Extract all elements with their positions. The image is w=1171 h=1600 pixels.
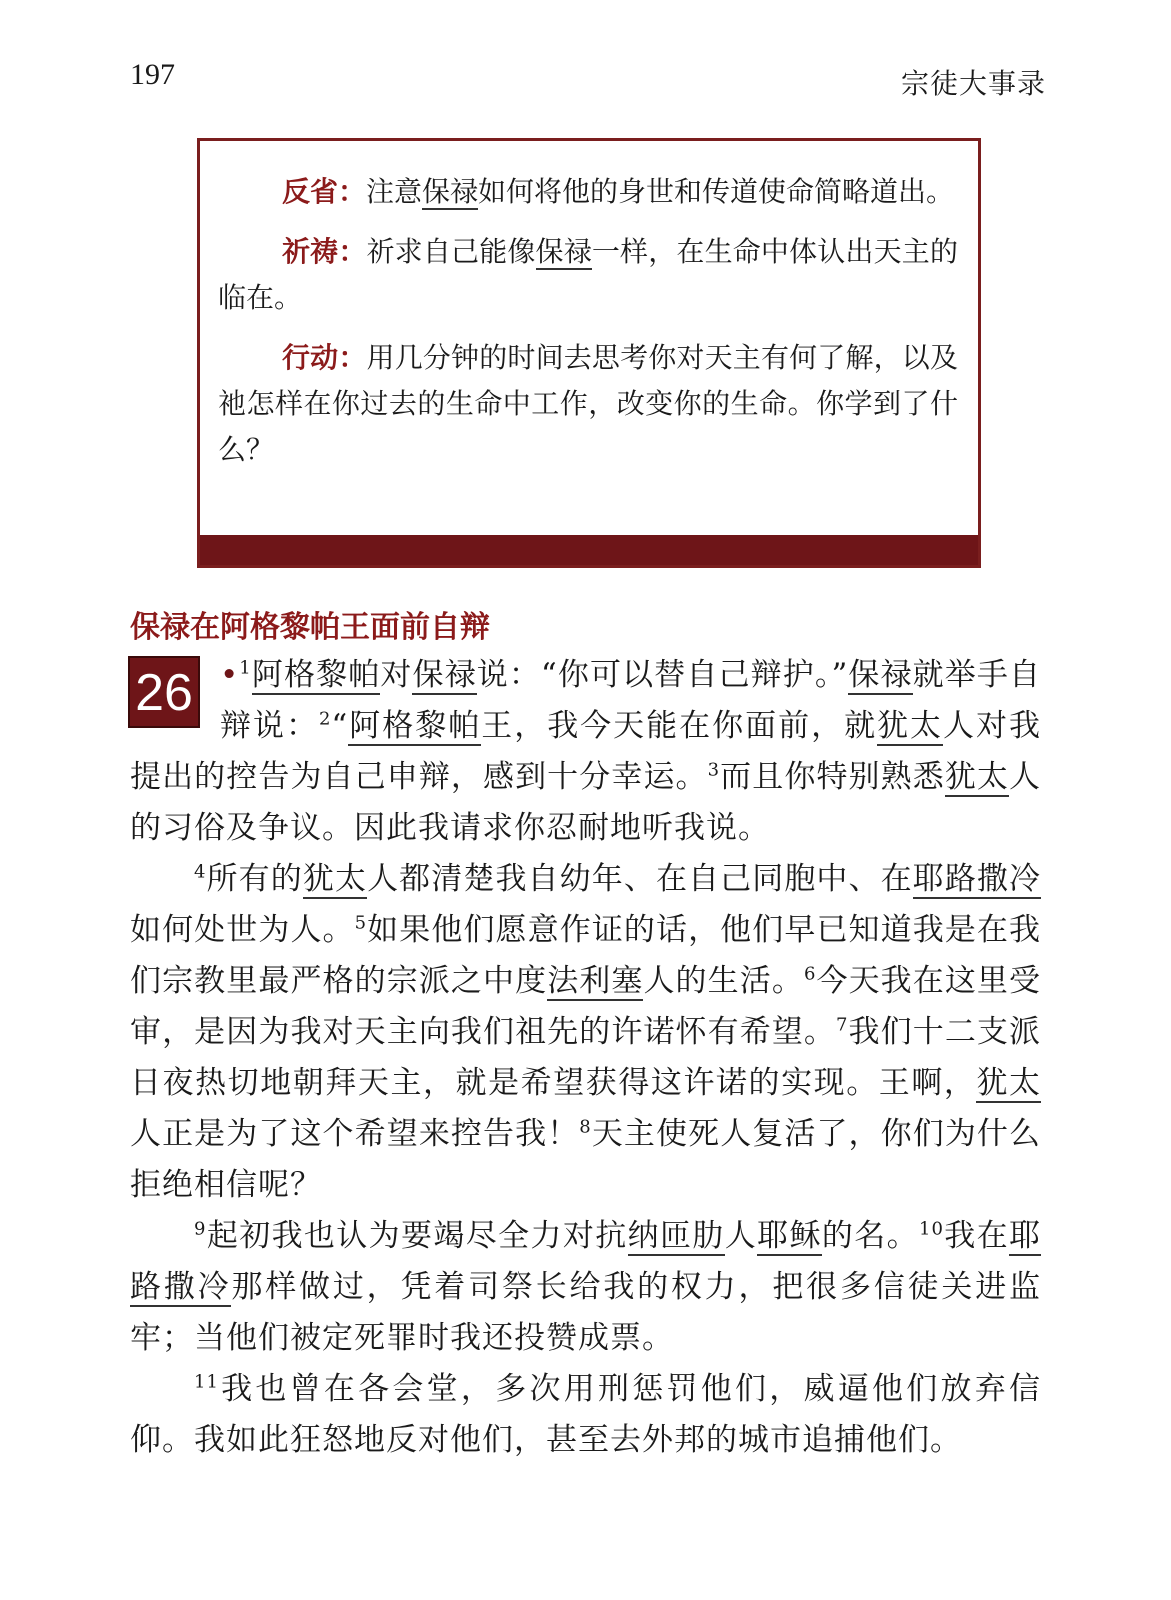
- reflection-box: [197, 138, 981, 568]
- name-underlined: 保禄: [422, 175, 479, 208]
- verse-number: 8: [579, 1116, 592, 1138]
- action-label: 行动：: [282, 341, 367, 374]
- verse-number: 10: [919, 1218, 944, 1240]
- verse-number: 6: [803, 963, 817, 985]
- paragraph: •$^1$阿格黎帕对保禄说：“你可以替自己辩护。”保禄就举手自辩说：$^2$“阿格黎帕王，我今天能在你面前，就犹太人对我提出的控告为自己申辩，感到十分幸运。$^3$而且你特别熟悉犹太人的习俗及争议。因此我请求你忍耐地听我说。: [130, 657, 1042, 846]
- verse-number: 7: [836, 1014, 849, 1036]
- verse-number: 9: [194, 1218, 207, 1240]
- bullet-icon: •: [220, 657, 240, 693]
- name-underlined: 保禄: [535, 235, 592, 268]
- pray-label: 祈祷：: [282, 235, 367, 268]
- verse-number: 11: [194, 1371, 219, 1393]
- reflect-label: 反省：: [282, 175, 367, 208]
- section-title: 保禄在阿格黎帕王面前自辩: [130, 610, 490, 645]
- action-paragraph: 行动：用几分钟的时间去思考你对天主有何了解，以及祂怎样在你过去的生命中工作，改变你的生命。你学到了什么？: [218, 341, 958, 466]
- chapter-number: 26: [128, 656, 200, 728]
- verse-number: 5: [354, 912, 368, 934]
- verse-number: 2: [318, 708, 332, 730]
- running-title: 宗徒大事录: [900, 67, 1046, 100]
- paragraph: $^9$起初我也认为要竭尽全力对抗纳匝肋人耶稣的名。$^{10}$我在耶路撒冷那样做过，凭着司祭长给我的权力，把很多信徒关进监牢；当他们被定死罪时我还投赞成票。: [130, 1218, 1042, 1356]
- box-bottom-band: [200, 535, 978, 565]
- verse-number: 3: [707, 759, 721, 781]
- paragraph: $^{11}$我也曾在各会堂，多次用刑惩罚他们，威逼他们放弃信仰。我如此狂怒地反对他们，甚至去外邦的城市追捕他们。: [130, 1371, 1041, 1458]
- verse-number: 1: [239, 657, 252, 679]
- verse-number: 4: [194, 861, 207, 883]
- page-header: [130, 58, 1046, 98]
- pray-paragraph: 祈祷：祈求自己能像保禄一样，在生命中体认出天主的临在。: [218, 235, 958, 314]
- page-number: 197: [130, 58, 175, 91]
- paragraph: $^4$所有的犹太人都清楚我自幼年、在自己同胞中、在耶路撒冷如何处世为人。$^5$如果他们愿意作证的话，他们早已知道我是在我们宗教里最严格的宗派之中度法利塞人的生活。$^6$今天我在这里受审，是因为我对天主向我们祖先的许诺怀有希望。$^7$我们十二支派日夜热切地朝拜天主，就是希望获得这许诺的实现。王啊，犹太人正是为了这个希望来控告我！$^8$天主使死人复活了，你们为什么拒绝相信呢？: [130, 861, 1042, 1203]
- body-text: [130, 650, 1041, 1466]
- reflect-paragraph: 反省：注意保禄如何将他的身世和传道使命简略道出。: [282, 175, 955, 208]
